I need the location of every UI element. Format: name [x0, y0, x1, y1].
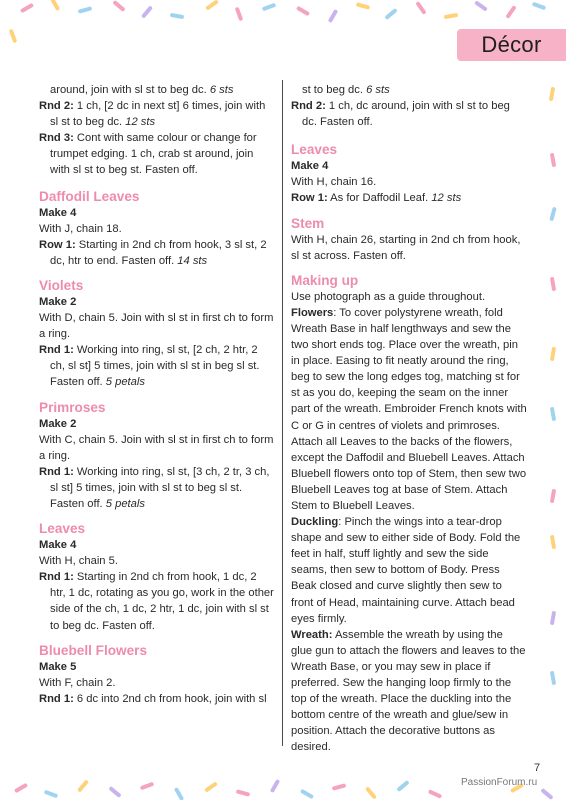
- heading-making-up: Making up: [291, 272, 359, 288]
- paragraph: st to beg dc. 6 sts: [302, 84, 390, 96]
- left-column: [39, 82, 275, 707]
- make-count: Make 5: [39, 660, 77, 673]
- section-badge: [457, 29, 566, 61]
- section-title: Décor: [481, 32, 542, 57]
- paragraph: around, join with sl st to beg dc. 6 sts: [50, 84, 234, 96]
- heading-stem: Stem: [291, 215, 325, 231]
- make-count: Make 4: [291, 160, 329, 173]
- instruction: With H, chain 5.: [39, 555, 118, 568]
- rnd-1: Rnd 1: Working into ring, sl st, [2 ch, 2 htr, 2 ch, sl st] 5 times, join with sl st in beg sl st. Fasten off. 5 petals: [39, 344, 260, 389]
- rnd-1: Rnd 1: Starting in 2nd ch from hook, 1 dc, 2 htr, 1 dc, rotating as you go, work in the other side of the ch, 1 dc, 2 htr, 1 dc, join with sl st to beg dc. Fasten off.: [39, 571, 274, 632]
- instruction: Use photograph as a guide throughout.: [291, 290, 486, 303]
- right-column: [291, 82, 527, 755]
- page-number: 7: [534, 762, 541, 774]
- heading-daffodil-leaves: Daffodil Leaves: [39, 188, 140, 204]
- heading-primroses: Primroses: [39, 399, 106, 415]
- rnd-1: Rnd 1: Working into ring, sl st, [3 ch, 2 tr, 3 ch, sl st] 5 times, join with sl st to beg sl st. Fasten off. 5 petals: [39, 465, 270, 510]
- make-count: Make 4: [39, 206, 77, 219]
- instruction: With C, chain 5. Join with sl st in first ch to form a ring.: [39, 433, 274, 462]
- rnd-1: Rnd 1: 6 dc into 2nd ch from hook, join with sl: [39, 692, 267, 705]
- instruction: With J, chain 18.: [39, 222, 122, 235]
- flowers-paragraph: Flowers: To cover polystyrene wreath, fold Wreath Base in half lengthways and sew the two short ends tog. Place over the wreath, pin in place. Easing to fit neatly around the ring, beg to sew the long edges tog, matching st for st as you do, keeping the seam on the inner part of the wreath. Embroider French knots with C or G in centres of violets and primroses. Attach all Leaves to the backs of the flowers, except the Daffodil and Bluebell Leaves. Attach Bluebell flowers onto top of Stem, then sew two Bluebell Leaves tog at base of Stem. Attach Stem to Bluebell Leaves.: [291, 306, 527, 512]
- row-1: Row 1: As for Daffodil Leaf. 12 sts: [291, 192, 462, 205]
- heading-leaves: Leaves: [39, 521, 86, 537]
- make-count: Make 2: [39, 295, 77, 308]
- rnd-2: Rnd 2: 1 ch, [2 dc in next st] 6 times, join with sl st to beg dc. 12 sts: [39, 100, 266, 129]
- duckling-paragraph: Duckling: Pinch the wings into a tear-drop shape and sew to either side of Body. Fold the feet in half, stuff lightly and sew the side seams, then sew to bottom of Body. Press Beak closed and curve slightly then sew to front of Head, maintaining curve. Attach bead eyes firmly.: [291, 516, 521, 625]
- instruction: With F, chain 2.: [39, 676, 116, 689]
- instruction: With H, chain 16.: [291, 176, 377, 189]
- row-1: Row 1: Starting in 2nd ch from hook, 3 sl st, 2 dc, htr to end. Fasten off. 14 sts: [39, 238, 267, 267]
- rnd-3: Rnd 3: Cont with same colour or change for trumpet edging. 1 ch, crab st around, join with sl st to beg st. Fasten off.: [39, 132, 257, 177]
- heading-violets: Violets: [39, 277, 84, 293]
- rnd-2: Rnd 2: 1 ch, dc around, join with sl st to beg dc. Fasten off.: [291, 100, 510, 129]
- make-count: Make 4: [39, 539, 77, 552]
- column-divider: [282, 80, 283, 746]
- watermark: PassionForum.ru: [461, 777, 538, 788]
- instruction: With H, chain 26, starting in 2nd ch from hook, sl st across. Fasten off.: [291, 233, 521, 262]
- make-count: Make 2: [39, 417, 77, 430]
- instruction: With D, chain 5. Join with sl st in first ch to form a ring.: [39, 312, 274, 341]
- wreath-paragraph: Wreath: Assemble the wreath by using the glue gun to attach the flowers and leaves to the Wreath Base, or you may sew in place if preferred. Sew the hanging loop firmly to the top of the wreath. Place the duckling into the bottom centre of the wreath and glue/sew in position. Attach the decorative buttons as desired.: [291, 628, 526, 754]
- heading-leaves: Leaves: [291, 142, 338, 158]
- heading-bluebell-flowers: Bluebell Flowers: [39, 642, 148, 658]
